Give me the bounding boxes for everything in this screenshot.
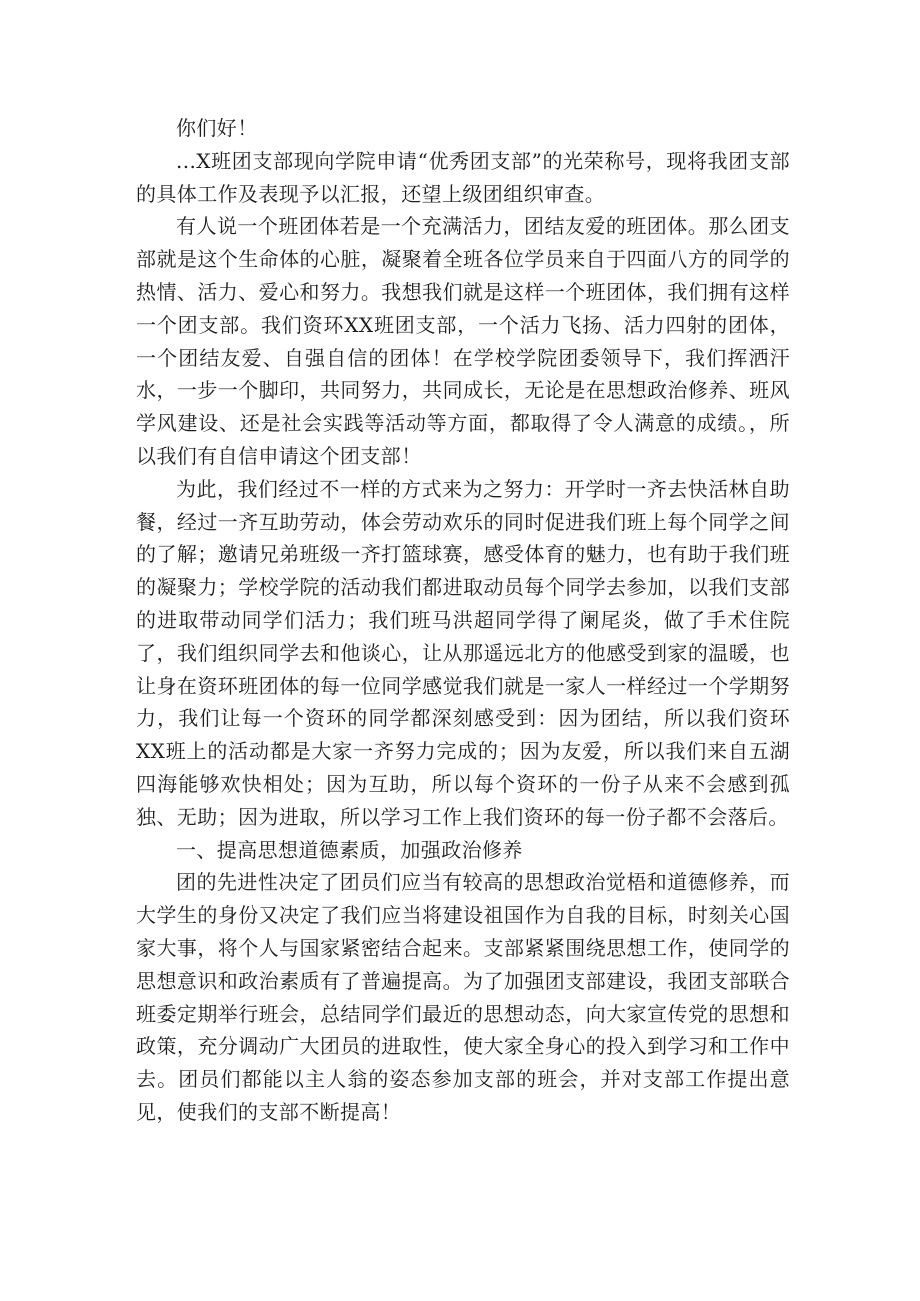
section-heading: 一、提高思想道德素质，加强政治修养 [176, 837, 523, 862]
paragraph-political-cultivation: 团的先进性决定了团员们应当有较高的思想政治觉梧和道德修养，而大学生的身份又决定了我们应当将建设祖国作为自我的目标，时刻关心国家大事，将个人与国家紧密结合起来。支部紧紧围绕思想工作，使同学的思想意识和政治素质有了普遍提高。为了加强团支部建设，我团支部联合班委定期举行班会，总结同学们最近的思想动态，向大家宣传党的思想和政策，充分调动广大团员的进取性，使大家全身心的投入到学习和工作中去。团员们都能以主人翁的姿态参加支部的班会，并对支部工作提出意见，使我们的支部不断提高！ [136, 870, 790, 1124]
paragraph-introduction: 有人说一个班团体若是一个充满活力，团结友爱的班团体。那么团支部就是这个生命体的心脏，凝聚着全班各位学员来自于四面八方的同学的热情、活力、爱心和努力。我想我们就是这样一个班团体，我们拥有这样一个团支部。我们资环XX班团支部，一个活力飞扬、活力四射的团体，一个团结友爱、自强自信的团体！在学校学院团委领导下，我们挥洒汗水，一步一个脚印，共同努力，共同成长，无论是在思想政治修养、班风学风建设、还是社会实践等活动等方面，都取得了令人满意的成绩。，所以我们有自信申请这个团支部！ [136, 214, 790, 468]
greeting: 你们好！ [176, 116, 258, 140]
document-body [136, 112, 790, 1129]
paragraph-activities: 为此，我们经过不一样的方式来为之努力：开学时一齐去快活林自助餐，经过一齐互助劳动，体会劳动欢乐的同时促进我们班上每个同学之间的了解；邀请兄弟班级一齐打篮球赛，感受体育的魅力，也有助于我们班的凝聚力；学校学院的活动我们都进取动员每个同学去参加，以我们支部的进取带动同学们活力；我们班马洪超同学得了阑尾炎，做了手术住院了，我们组织同学去和他谈心，让从那遥远北方的他感受到家的温暖，也让身在资环班团体的每一位同学感觉我们就是一家人一样经过一个学期努力，我们让每一个资环的同学都深刻感受到：因为团结，所以我们资环XX班上的活动都是大家一齐努力完成的；因为友爱，所以我们来自五湖四海能够欢快相处；因为互助，所以每个资环的一份子从来不会感到孤独、无助；因为进取，所以学习工作上我们资环的每一份子都不会落后。 [136, 476, 790, 829]
paragraph-application: ...X班团支部现向学院申请“优秀团支部”的光荣称号，现将我团支部的具体工作及表现予以汇报，还望上级团组织审查。 [136, 148, 790, 206]
